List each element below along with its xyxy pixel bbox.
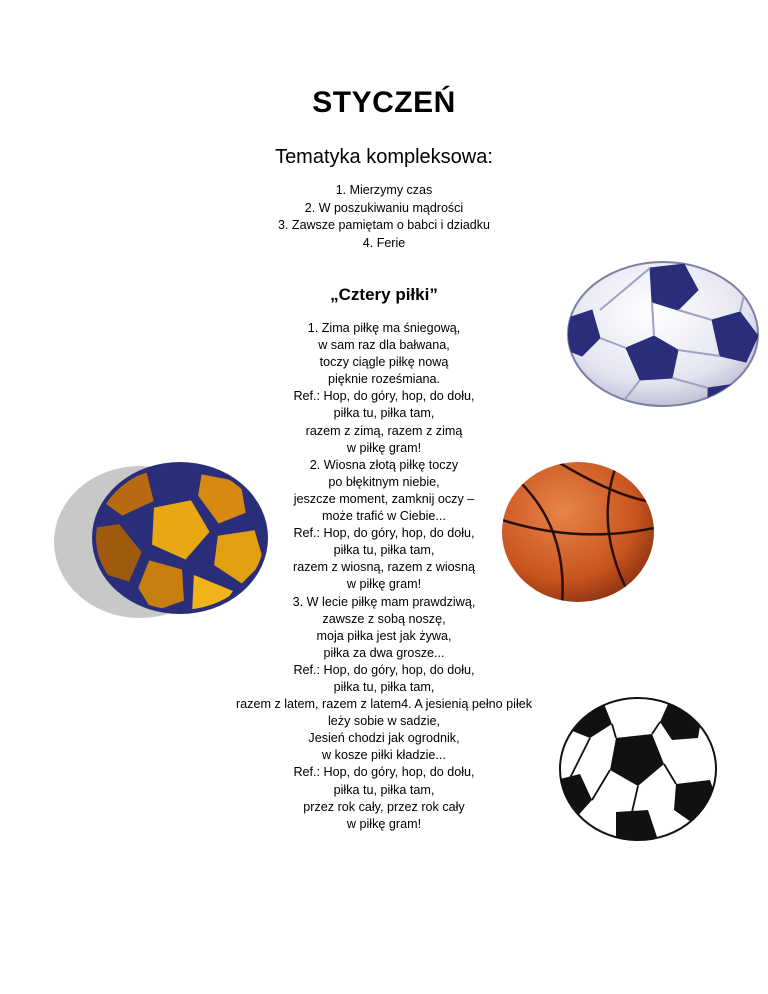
poem-line: piłka tu, piłka tam,: [333, 543, 435, 558]
poem-line: w kosze piłki kładzie...: [322, 748, 446, 763]
topic-item: 1. Mierzymy czas: [335, 183, 433, 197]
poem-line: razem z latem, razem z latem4. A jesienią pełno piłek: [235, 697, 533, 712]
poem-line: Ref.: Hop, do góry, hop, do dołu,: [293, 662, 475, 677]
poem-line: piłka tu, piłka tam,: [333, 782, 435, 797]
poem-line: piłka za dwa grosze...: [323, 645, 445, 660]
page-title: STYCZEŃ: [312, 86, 456, 119]
poem-line: 2. Wiosna złotą piłkę toczy: [309, 457, 459, 472]
gold-ball-icon: [52, 462, 282, 620]
poem-line: Jesień chodzi jak ogrodnik,: [308, 731, 460, 746]
poem-line: razem z wiosną, razem z wiosną: [293, 560, 475, 575]
poem-line: toczy ciągle piłkę nową: [319, 355, 449, 370]
poem-line: Ref.: Hop, do góry, hop, do dołu,: [293, 389, 475, 404]
poem-line: moja piłka jest jak żywa,: [316, 628, 452, 643]
poem-line: zawsze z sobą noszę,: [322, 611, 446, 626]
poem-line: po błękitnym niebie,: [328, 474, 440, 489]
poem-line: Ref.: Hop, do góry, hop, do dołu,: [293, 526, 475, 541]
subtitle: Tematyka kompleksowa:: [275, 146, 493, 168]
poem-line: jeszcze moment, zamknij oczy –: [293, 491, 475, 506]
soccer-ball-black-icon: [556, 694, 720, 844]
poem-line: piłka tu, piłka tam,: [333, 679, 435, 694]
poem-line: razem z zimą, razem z zimą: [305, 423, 463, 438]
poem-line: piłka tu, piłka tam,: [333, 406, 435, 421]
poem-line: Ref.: Hop, do góry, hop, do dołu,: [293, 765, 475, 780]
poem-line: pięknie roześmiana.: [327, 372, 440, 387]
poem-title: „Cztery piłki”: [330, 285, 438, 304]
poem-line: w piłkę gram!: [346, 440, 422, 455]
poem-line: leży sobie w sadzie,: [328, 714, 440, 729]
basketball-icon: [498, 458, 658, 606]
poem-line: w piłkę gram!: [346, 816, 422, 831]
topic-list: [0, 182, 768, 252]
poem-line: w piłkę gram!: [346, 577, 422, 592]
poem-line: w sam raz dla bałwana,: [318, 338, 450, 353]
topic-item: 4. Ferie: [362, 235, 406, 250]
poem-line: przez rok cały, przez rok cały: [303, 799, 465, 814]
topic-item: 2. W poszukiwaniu mądrości: [304, 200, 464, 215]
soccer-ball-blue-icon: [558, 258, 768, 410]
poem-line: 3. W lecie piłkę mam prawdziwą,: [292, 594, 476, 609]
poem-line: 1. Zima piłkę ma śniegową,: [307, 321, 461, 335]
topic-item: 3. Zawsze pamiętam o babci i dziadku: [278, 218, 490, 232]
poem-line: może trafić w Ciebie...: [322, 509, 446, 524]
